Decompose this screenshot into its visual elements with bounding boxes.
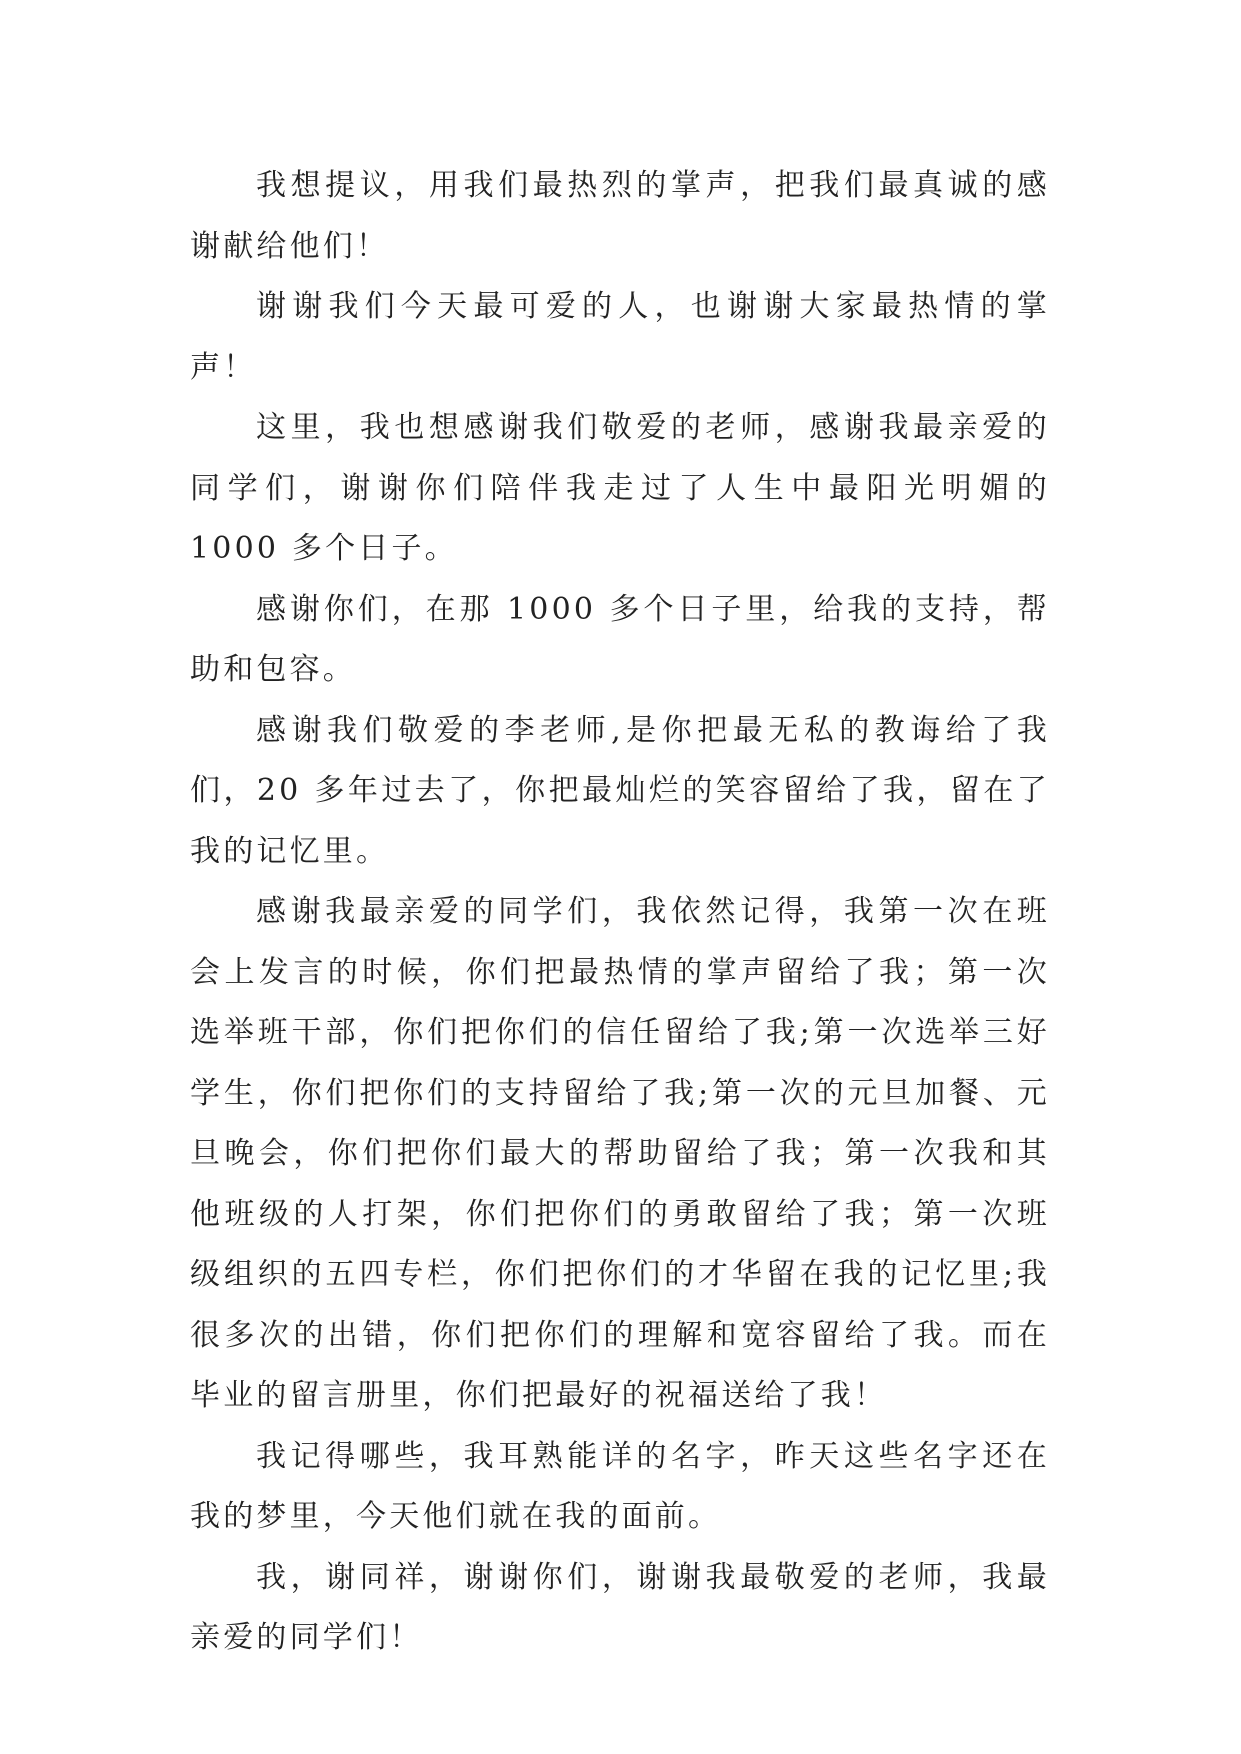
paragraph: 感谢我们敬爱的李老师,是你把最无私的教诲给了我们，20 多年过去了，你把最灿烂的笑容留给了我，留在了我的记忆里。 (190, 712, 1050, 869)
paragraph: 感谢我最亲爱的同学们，我依然记得，我第一次在班会上发言的时候，你们把最热情的掌声留给了我；第一次选举班干部，你们把你们的信任留给了我;第一次选举三好学生，你们把你们的支持留给了我;第一次的元旦加餐、元旦晚会，你们把你们最大的帮助留给了我；第一次我和其他班级的人打架，你们把你们的勇敢留给了我；第一次班级组织的五四专栏，你们把你们的才华留在我的记忆里;我很多次的出错，你们把你们的理解和宽容留给了我。而在毕业的留言册里，你们把最好的祝福送给了我！ (190, 894, 1050, 1413)
paragraph: 我想提议，用我们最热烈的掌声，把我们最真诚的感谢献给他们！ (190, 168, 1050, 264)
paragraph: 我，谢同祥，谢谢你们，谢谢我最敬爱的老师，我最亲爱的同学们！ (190, 1559, 1050, 1655)
paragraph: 这里，我也想感谢我们敬爱的老师，感谢我最亲爱的同学们，谢谢你们陪伴我走过了人生中最阳光明媚的 1000 多个日子。 (190, 410, 1050, 566)
paragraph: 感谢你们，在那 1000 多个日子里，给我的支持，帮助和包容。 (190, 591, 1050, 687)
paragraph: 谢谢我们今天最可爱的人，也谢谢大家最热情的掌声！ (190, 289, 1050, 385)
paragraph: 我记得哪些，我耳熟能详的名字，昨天这些名字还在我的梦里，今天他们就在我的面前。 (190, 1438, 1050, 1534)
document-body (190, 156, 1050, 1669)
